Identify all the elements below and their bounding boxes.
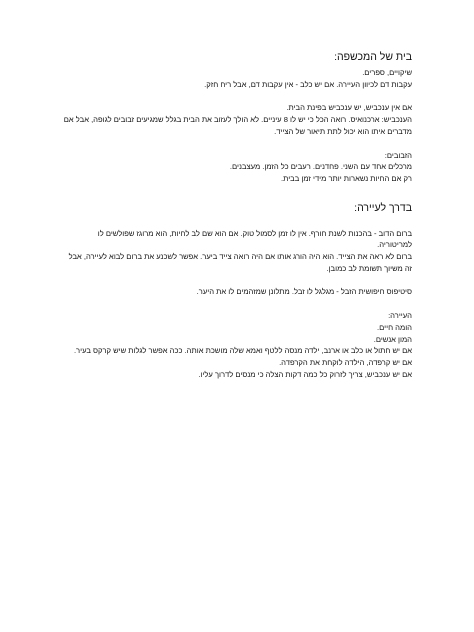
paragraph-dung-beetle xyxy=(60,286,412,298)
paragraph-flies xyxy=(60,150,412,185)
document-content xyxy=(60,50,412,396)
text-line: למריטוריה. xyxy=(377,240,412,250)
paragraph-potions xyxy=(60,67,412,90)
text-line: זה משיוך תשומת לב כמובן. xyxy=(326,263,412,273)
text-line: הענכביש: ארכנואיס. רואה הכל כי יש לו 8 עיניים. לא הולך לעזוב את הבית בגלל שמגיעים זבובים לגופה, אבל אם xyxy=(63,115,412,125)
text-line: ברום לא ראה את הצייד. הוא היה הורג אותו אם היה רואה צייד ביער. אפשר לשכנע את ברום לבוא לעיירה, אבל xyxy=(68,252,412,262)
paragraph-town xyxy=(60,310,412,380)
text-line: העיירה: xyxy=(388,311,412,321)
section-heading-witch-house: בית של המכשפה: xyxy=(334,51,412,63)
text-line: שיקויים, ספרים. xyxy=(362,68,412,77)
text-line: סיטיפוס חיפושית הזבל - מגלגל לו זבל. מתלונן שמזהמים לו את היער. xyxy=(196,287,412,297)
text-line: אם אין ענכביש, יש ענכביש בפינת הבית. xyxy=(286,103,412,113)
text-line: אם יש חתול או כלב או ארנב, ילדה מנסה ללטף ואמא שלה מושכת אותה. ככה אפשר לגלות שיש קרקס בעיר. xyxy=(73,346,412,356)
text-line: המון אנשים. xyxy=(373,334,412,344)
text-line: ברום הדוב - בהכנות לשנת חורף. אין לו זמן לסמול טוק. אם הוא שם לב לחיות, הוא מרוגז שפולשים לו xyxy=(97,228,412,238)
text-line: רק אם החיות נשארות יותר מידי זמן בבית. xyxy=(281,173,412,183)
section-heading-road-to-town: בדרך לעיירה: xyxy=(354,201,412,214)
text-line: הומה חיים. xyxy=(377,322,412,332)
text-line: מדברים איתו הוא יכול לתת תיאור של הצייד. xyxy=(274,126,412,136)
section-road-to-town xyxy=(60,201,412,381)
paragraph-spider xyxy=(60,102,412,137)
text-line: אם יש ענכביש, צריך לזרוק כל כמה דקות הצלה כי מנסים לדרוך עליו. xyxy=(198,369,412,379)
text-line: הזבובים: xyxy=(384,150,412,160)
text-line: עקבות דם לכיוון העיירה. אם יש כלב - אין עקבות דם, אבל ריח חזק. xyxy=(204,79,412,89)
paragraph-bear xyxy=(60,228,412,275)
section-witch-house xyxy=(60,50,412,185)
text-line: מרכלים אחד עם השני. פחדנים. רעבים כל הזמן. מעצבנים. xyxy=(229,162,412,172)
text-line: אם יש קרפדה, הילדה לוקחת את הקרפדה. xyxy=(279,357,412,367)
